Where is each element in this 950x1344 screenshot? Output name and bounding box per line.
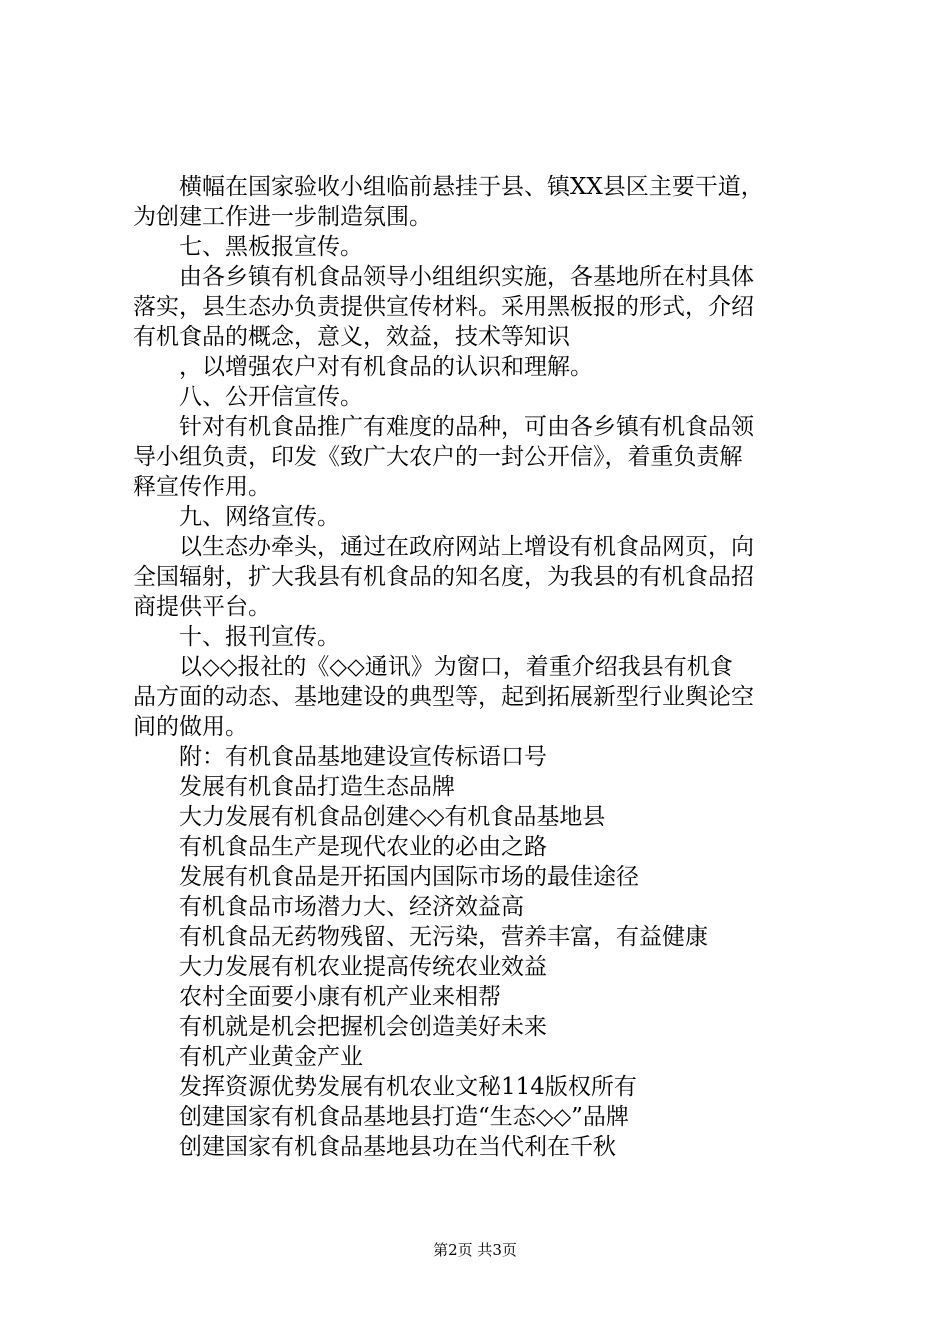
slogan-item: 发挥资源优势发展有机农业文秘114版权所有	[179, 1074, 637, 1100]
document-body	[133, 172, 833, 1162]
section-heading: 十、报刊宣传。	[179, 624, 340, 650]
appendix-heading: 附：有机食品基地建设宣传标语口号	[179, 744, 547, 770]
slogan-item: 有机就是机会把握机会创造美好未来	[179, 1014, 547, 1040]
text-line: 释宣传作用。	[133, 474, 271, 500]
slogan-item: 农村全面要小康有机产业来相帮	[179, 984, 501, 1010]
page-number: 第2页 共3页	[433, 1241, 517, 1259]
text-line: 导小组负责，印发《致广大农户的一封公开信》，着重负责解	[133, 444, 743, 470]
slogan-item: 有机食品无药物残留、无污染，营养丰富，有益健康	[179, 924, 708, 950]
text-line: 品方面的动态、基地建设的典型等，起到拓展新型行业舆论空	[133, 684, 754, 710]
page-footer	[0, 1240, 950, 1260]
section-heading: 七、黑板报宣传。	[179, 234, 363, 260]
text-line: 为创建工作进一步制造氛围。	[133, 204, 432, 230]
slogan-item: 发展有机食品打造生态品牌	[179, 774, 455, 800]
text-line: 商提供平台。	[133, 594, 271, 620]
section-heading: 八、公开信宣传。	[179, 384, 363, 410]
text-line: 以生态办牵头，通过在政府网站上增设有机食品网页，向	[179, 534, 754, 560]
text-line: ，以增强农户对有机食品的认识和理解。	[179, 354, 593, 380]
text-line: 针对有机食品推广有难度的品种，可由各乡镇有机食品领	[179, 414, 754, 440]
text-line: 由各乡镇有机食品领导小组组织实施，各基地所在村具体	[179, 264, 754, 290]
text-line: 横幅在国家验收小组临前悬挂于县、镇XX县区主要干道，	[179, 174, 764, 200]
section-heading: 九、网络宣传。	[179, 504, 340, 530]
text-line: 全国辐射，扩大我县有机食品的知名度，为我县的有机食品招	[133, 564, 754, 590]
slogan-item: 大力发展有机食品创建◇◇有机食品基地县	[179, 804, 606, 830]
text-line: 间的做用。	[133, 714, 248, 740]
slogan-item: 大力发展有机农业提高传统农业效益	[179, 954, 547, 980]
slogan-item: 有机食品市场潜力大、经济效益高	[179, 894, 524, 920]
slogan-item: 有机产业黄金产业	[179, 1044, 363, 1070]
text-line: 以◇◇报社的《◇◇通讯》为窗口，着重介绍我县有机食	[179, 654, 733, 680]
text-line: 落实，县生态办负责提供宣传材料。采用黑板报的形式，介绍	[133, 294, 754, 320]
text-line: 有机食品的概念，意义，效益，技术等知识	[133, 324, 570, 350]
slogan-item: 有机食品生产是现代农业的必由之路	[179, 834, 547, 860]
slogan-item: 创建国家有机食品基地县打造“生态◇◇”品牌	[179, 1104, 629, 1130]
slogan-item: 创建国家有机食品基地县功在当代利在千秋	[179, 1134, 616, 1160]
slogan-item: 发展有机食品是开拓国内国际市场的最佳途径	[179, 864, 639, 890]
